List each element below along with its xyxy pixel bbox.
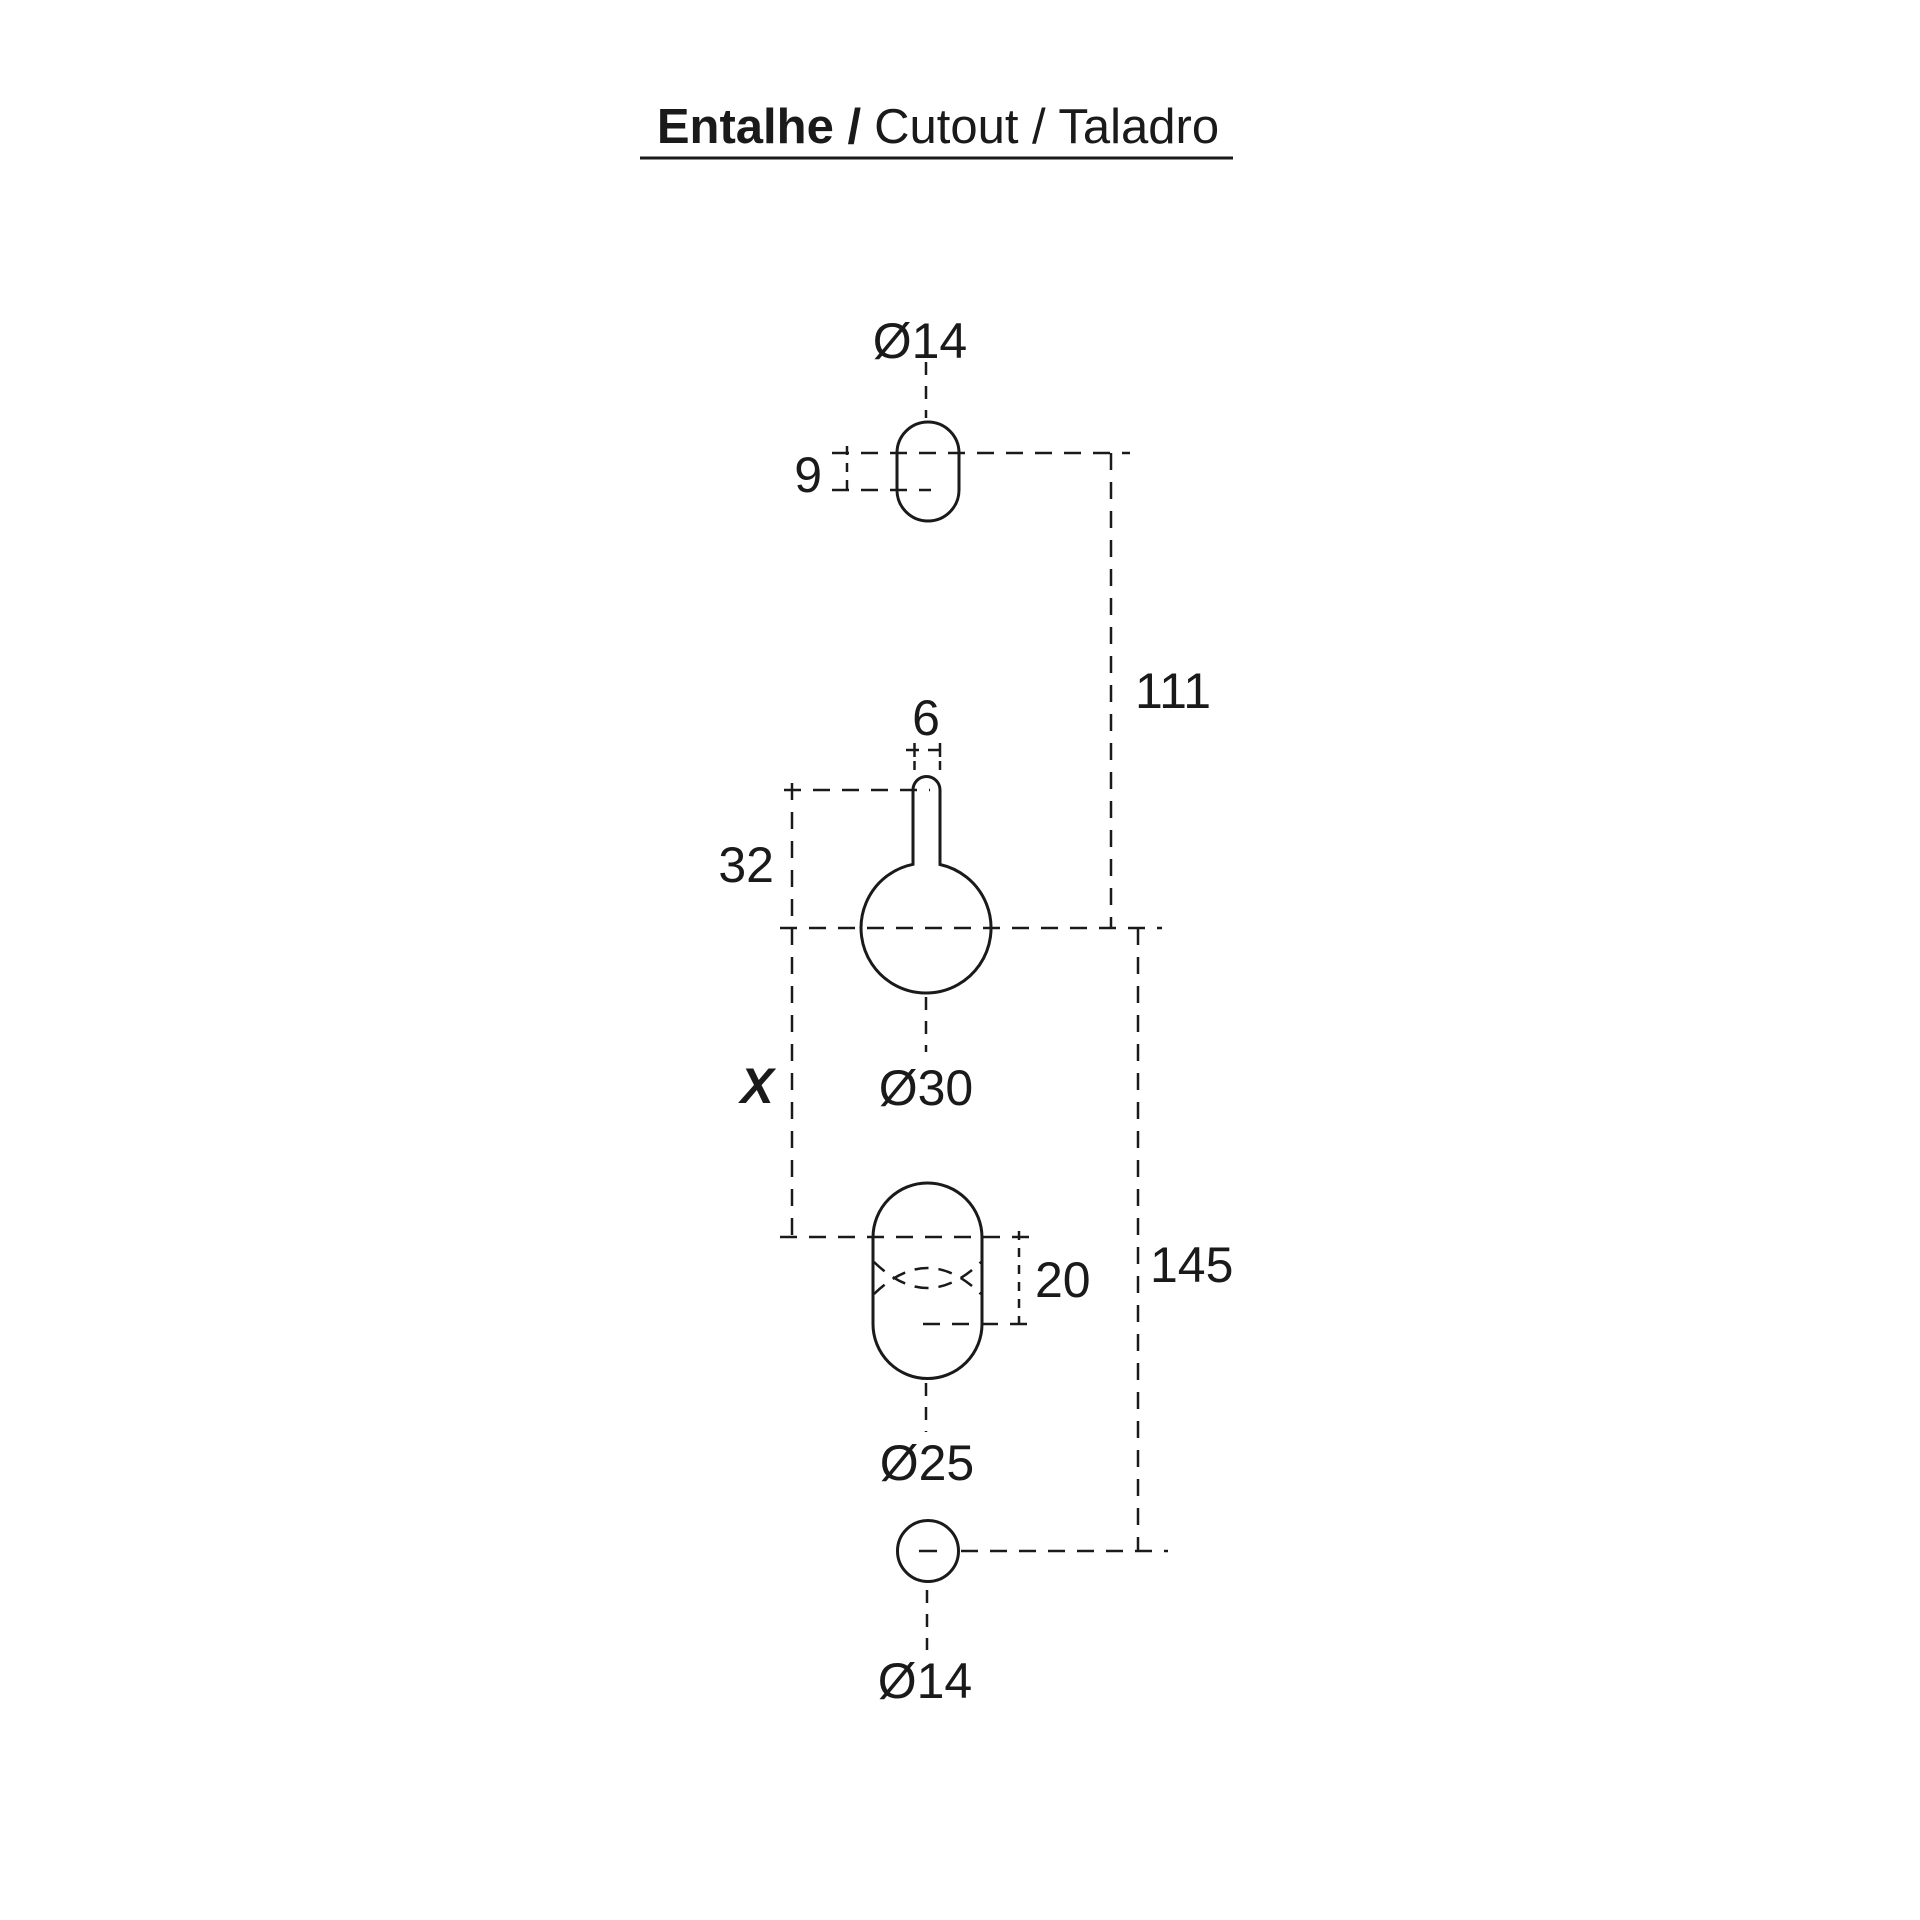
cylinder-oblong-hole-group bbox=[780, 1183, 1091, 1491]
drawing-title-primary: Entalhe / bbox=[656, 100, 862, 154]
top-oblong-hole-outline bbox=[897, 422, 959, 521]
distance-145-label: 145 bbox=[1150, 1237, 1234, 1293]
cylinder-hidden-arc-lower bbox=[874, 1262, 981, 1288]
spindle-diameter-label: Ø30 bbox=[878, 1060, 974, 1116]
cylinder-diameter-label: Ø25 bbox=[879, 1435, 975, 1491]
variable-distance-label: X bbox=[740, 1058, 774, 1114]
bottom-hole-diameter-label: Ø14 bbox=[877, 1653, 973, 1709]
distance-145-group bbox=[1138, 928, 1233, 1551]
spindle-keyhole-group bbox=[718, 690, 1162, 1116]
cylinder-offset-20-label: 20 bbox=[1035, 1252, 1091, 1308]
slot-width-6-label: 6 bbox=[912, 690, 940, 746]
drawing-title-secondary: Cutout / Taladro bbox=[874, 100, 1220, 154]
drawing-title bbox=[657, 100, 1219, 154]
spindle-keyhole-outline bbox=[861, 777, 991, 993]
offset-9-label: 9 bbox=[794, 447, 822, 503]
top-hole-diameter-label: Ø14 bbox=[872, 313, 968, 369]
distance-111-label: 111 bbox=[1135, 663, 1212, 719]
top-oblong-hole-group bbox=[794, 313, 1130, 521]
slot-height-32-label: 32 bbox=[718, 837, 774, 893]
cylinder-hidden-arc-upper bbox=[874, 1268, 981, 1294]
title-block bbox=[640, 100, 1233, 158]
bottom-hole-group bbox=[878, 1521, 1168, 1710]
distance-111-group bbox=[1111, 453, 1211, 928]
